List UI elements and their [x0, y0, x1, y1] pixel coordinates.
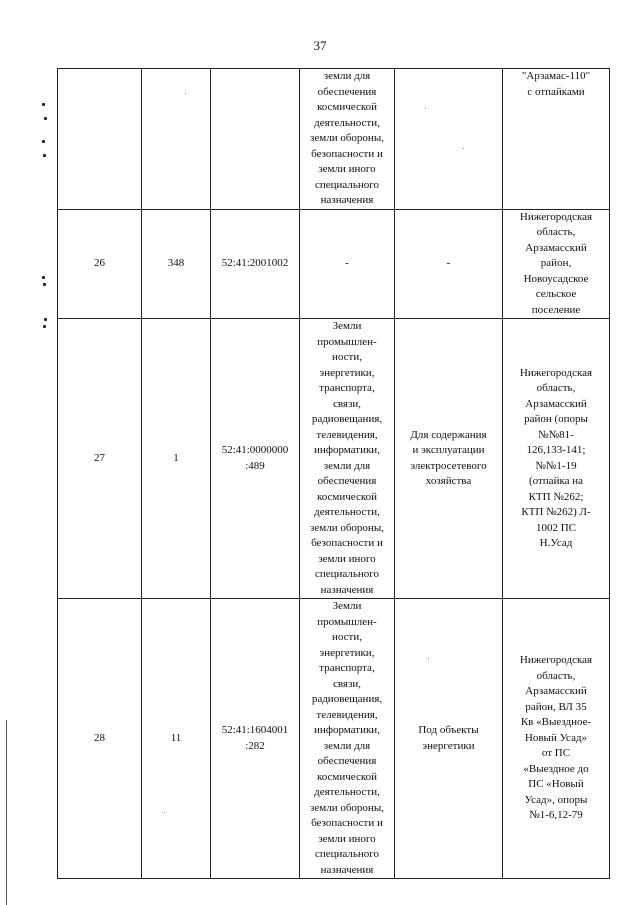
- binding-mark: [44, 117, 47, 120]
- cell-cadastral-number: [211, 69, 300, 210]
- table-row: [58, 69, 610, 210]
- table-row: [58, 319, 610, 599]
- cell-land-category: земли для обеспечения космической деятельности, земли обороны, безопасности и земли иного специального назначения: [300, 69, 395, 210]
- cell-number: [58, 69, 142, 210]
- binding-mark: [43, 283, 46, 286]
- cell-cadastral-number: 52:41:0000000 :489: [211, 319, 300, 599]
- table-row: [58, 599, 610, 879]
- binding-mark: [42, 103, 45, 106]
- scan-speck: [425, 108, 426, 109]
- scan-edge-line: [6, 720, 7, 905]
- cell-cadastral-number: 52:41:1604001 :282: [211, 599, 300, 879]
- cell-area: 1: [142, 319, 211, 599]
- cell-permitted-use: -: [395, 209, 503, 319]
- cell-permitted-use: Для содержания и эксплуатации электросетевого хозяйства: [395, 319, 503, 599]
- cell-area: [142, 69, 211, 210]
- scan-speck: [463, 148, 464, 149]
- cell-number: 26: [58, 209, 142, 319]
- binding-mark: [43, 154, 46, 157]
- page-number: 37: [313, 38, 327, 53]
- binding-mark: [44, 318, 47, 321]
- cell-land-category: Земли промышлен- ности, энергетики, транспорта, связи, радиовещания, телевидения, информатики, земли для обеспечения космической деятельности, земли обороны, безопасности и земли иного специального назначения: [300, 319, 395, 599]
- cell-location: Нижегородская область, Арзамасский район, ВЛ 35 Кв «Выездное- Новый Усад» от ПС «Выездное до ПС «Новый Усад», опоры №1-6,12-79: [503, 599, 610, 879]
- cell-location: "Арзамас-110" с отпайками: [503, 69, 610, 210]
- cell-cadastral-number: 52:41:2001002: [211, 209, 300, 319]
- scan-speck: [164, 812, 165, 813]
- cell-permitted-use: Под объекты энергетики: [395, 599, 503, 879]
- binding-mark: [43, 325, 46, 328]
- table-row: [58, 209, 610, 319]
- cell-location: Нижегородская область, Арзамасский район (опоры №№81- 126,133-141; №№1-19 (отпайка на КТП №262; КТП №262) Л- 1002 ПС Н.Усад: [503, 319, 610, 599]
- cell-land-category: -: [300, 209, 395, 319]
- cell-land-category: Земли промышлен- ности, энергетики, транспорта, связи, радиовещания, телевидения, информатики, земли для обеспечения космической деятельности, земли обороны, безопасности и земли иного специального назначения: [300, 599, 395, 879]
- cell-area: 348: [142, 209, 211, 319]
- cell-permitted-use: [395, 69, 503, 210]
- scan-speck: [185, 93, 186, 94]
- binding-mark: [42, 276, 45, 279]
- cell-number: 28: [58, 599, 142, 879]
- cell-area: 11: [142, 599, 211, 879]
- scan-speck: [428, 658, 429, 659]
- cell-number: 27: [58, 319, 142, 599]
- cell-location: Нижегородская область, Арзамасский район, Новоусадское сельское поселение: [503, 209, 610, 319]
- binding-mark: [42, 140, 45, 143]
- land-plots-table: [57, 68, 610, 879]
